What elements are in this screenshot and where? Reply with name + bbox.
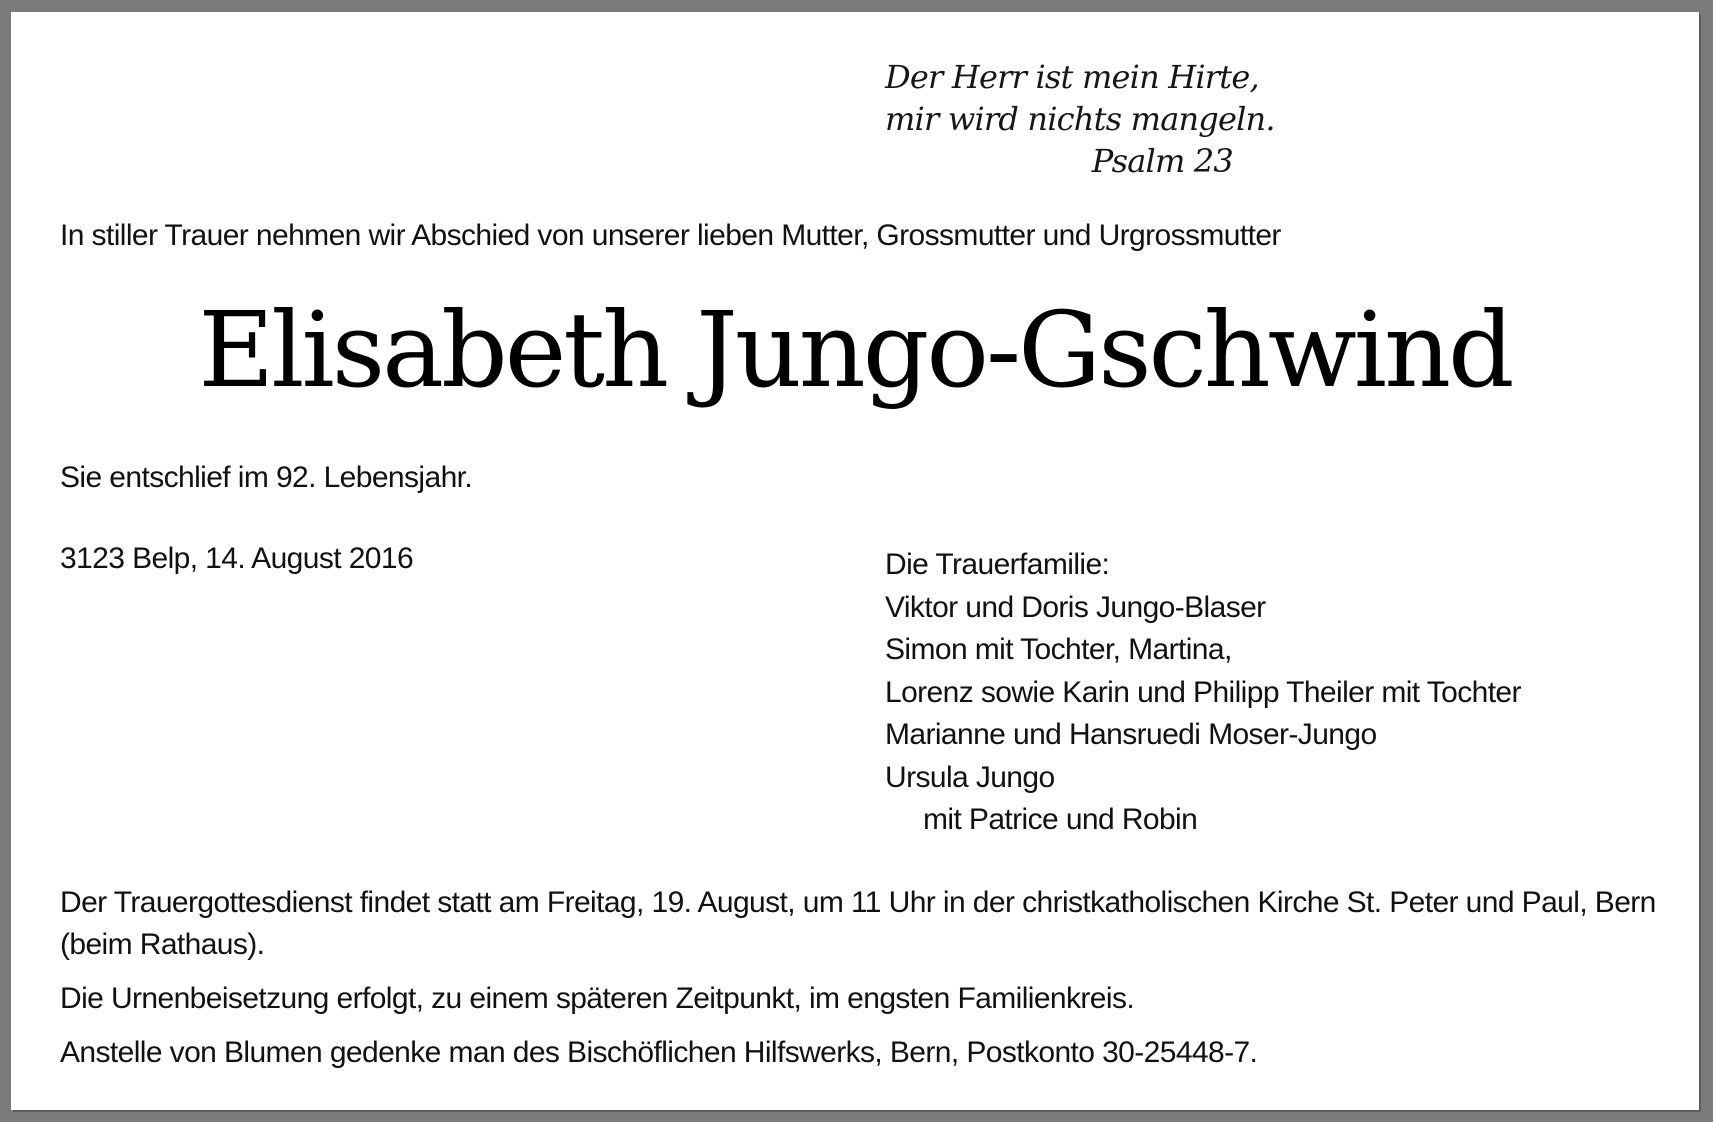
mourning-family xyxy=(885,544,1521,842)
family-member: Lorenz sowie Karin und Philipp Theiler mit Tochter xyxy=(885,675,1521,709)
funeral-service-notice: Der Trauergottesdienst findet statt am Freitag, 19. August, um 11 Uhr in der christkatholischen Kirche St. Peter und Paul, Bern (beim Rathaus). xyxy=(60,886,1656,961)
family-member: mit Patrice und Robin xyxy=(923,803,1198,836)
age-line: Sie entschlief im 92. Lebensjahr. xyxy=(60,461,473,494)
psalm-line-2: mir wird nichts mangeln. xyxy=(885,100,1275,138)
urn-burial-notice: Die Urnenbeisetzung erfolgt, zu einem späteren Zeitpunkt, im engsten Familienkreis. xyxy=(60,982,1135,1015)
place-date: 3123 Belp, 14. August 2016 xyxy=(60,542,414,575)
family-member: Viktor und Doris Jungo-Blaser xyxy=(885,590,1266,624)
family-member: Marianne und Hansruedi Moser-Jungo xyxy=(885,718,1377,751)
psalm-quote xyxy=(885,56,1275,182)
deceased-name: Elisabeth Jungo-Gschwind xyxy=(198,289,1512,411)
obituary-notice xyxy=(11,12,1699,1110)
service-notices xyxy=(60,882,1660,1086)
psalm-reference: Psalm 23 xyxy=(1091,142,1233,180)
intro-text: In stiller Trauer nehmen wir Abschied von unserer lieben Mutter, Grossmutter und Urgrossmutter xyxy=(60,219,1281,252)
psalm-line-1: Der Herr ist mein Hirte, xyxy=(885,58,1259,96)
donation-notice: Anstelle von Blumen gedenke man des Bischöflichen Hilfswerks, Bern, Postkonto 30-25448-7. xyxy=(60,1036,1258,1069)
family-heading: Die Trauerfamilie: xyxy=(885,548,1110,581)
family-member: Simon mit Tochter, Martina, xyxy=(885,633,1232,666)
family-member: Ursula Jungo xyxy=(885,760,1055,794)
